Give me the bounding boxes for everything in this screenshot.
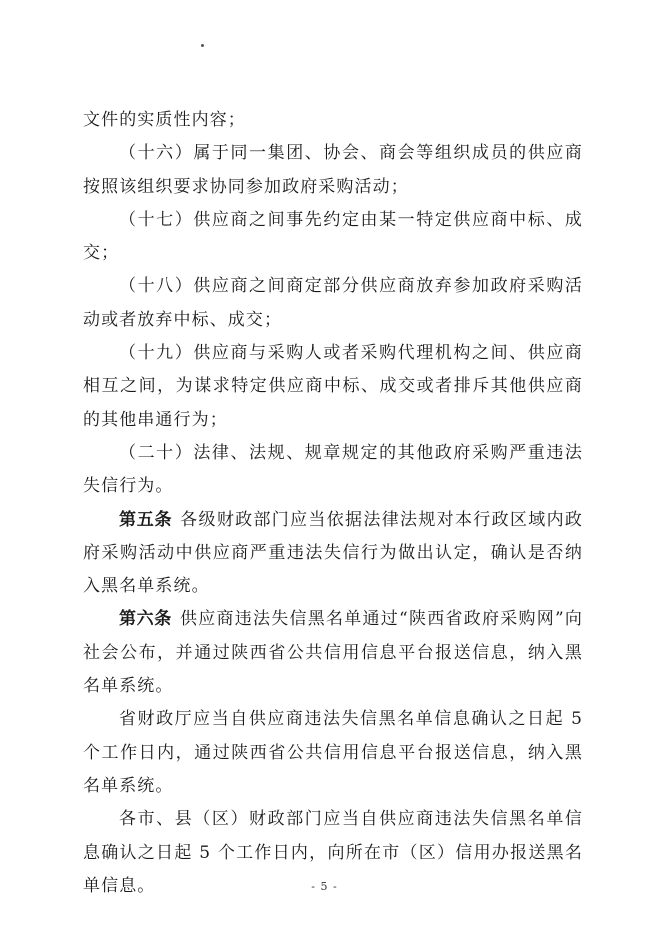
article-5 [83, 504, 583, 604]
paragraph-text: （十八）供应商之间商定部分供应商放弃参加政府采购活动或者放弃中标、成交； [83, 276, 583, 330]
paragraph-text: （二十）法律、法规、规章规定的其他政府采购严重违法失信行为。 [83, 442, 583, 497]
article-heading: 第六条 [119, 609, 172, 630]
paragraph-text: （十九）供应商与采购人或者采购代理机构之间、供应商相互之间，为谋求特定供应商中标、成交或者排斥其他供应商的其他串通行为； [83, 343, 583, 430]
paragraph-continuation [83, 104, 583, 137]
paragraph-item-20 [83, 437, 583, 504]
article-heading: 第五条 [119, 509, 173, 530]
paragraph-provincial [83, 703, 583, 803]
article-6 [83, 603, 583, 703]
scan-speck [201, 44, 204, 47]
page-number: - 5 - [311, 880, 338, 893]
paragraph-item-18 [83, 270, 583, 337]
paragraph-text: （十六）属于同一集团、协会、商会等组织成员的供应商按照该组织要求协同参加政府采购活动； [83, 143, 583, 197]
paragraph-text: 各级财政部门应当依据法律法规对本行政区域内政府采购活动中供应商严重违法失信行为做出认定，确认是否纳入黑名单系统。 [83, 509, 584, 597]
paragraph-item-19 [83, 337, 583, 437]
paragraph-item-16 [83, 137, 583, 204]
paragraph-text: 各市、县（区）财政部门应当自供应商违法失信黑名单信息确认之日起 5 个工作日内，向所在市（区）信用办报送黑名单信息。 [83, 809, 583, 896]
paragraph-text: （十七）供应商之间事先约定由某一特定供应商中标、成交； [83, 209, 583, 264]
document-body [83, 104, 583, 903]
paragraph-text: 省财政厅应当自供应商违法失信黑名单信息确认之日起 5 个工作日内，通过陕西省公共信用信息平台报送信息，纳入黑名单系统。 [83, 709, 583, 796]
paragraph-item-17 [83, 204, 583, 271]
paragraph-text: 供应商违法失信黑名单通过“陕西省政府采购网”向社会公布，并通过陕西省公共信用信息平台报送信息，纳入黑名单系统。 [83, 609, 584, 697]
paragraph-text: 文件的实质性内容； [83, 110, 246, 130]
